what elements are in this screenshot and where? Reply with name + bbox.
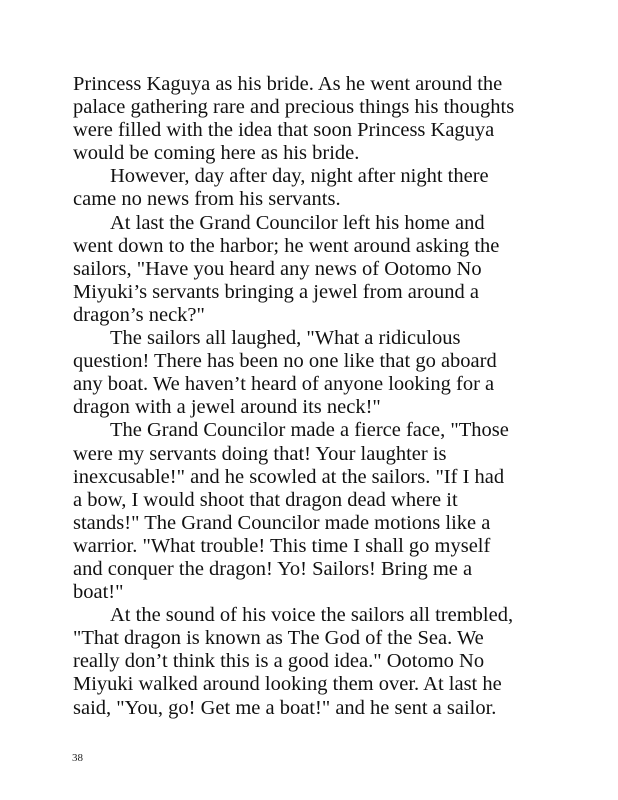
text-line: were my servants doing that! Your laughter is [73,442,447,465]
paragraph-first-line: However, day after day, night after night there [110,165,489,188]
text-line: said, "You, go! Get me a boat!" and he sent a sailor. [73,696,497,719]
text-line: Miyuki’s servants bringing a jewel from around a [73,280,479,303]
text-line: palace gathering rare and precious things his thoughts [73,96,515,119]
text-line: dragon with a jewel around its neck!" [73,396,381,419]
page-body-text [73,73,513,720]
paragraph-first-line: The Grand Councilor made a fierce face, "Those [110,419,509,442]
text-line: came no news from his servants. [73,188,341,211]
text-line: "That dragon is known as The God of the Sea. We [73,627,484,650]
text-line: Princess Kaguya as his bride. As he went around the [73,73,503,95]
text-line: any boat. We haven’t heard of anyone looking for a [73,373,495,396]
text-line: inexcusable!" and he scowled at the sailors. "If I had [73,465,505,488]
text-line: would be coming here as his bride. [73,142,360,165]
text-line: a bow, I would shoot that dragon dead where it [73,488,458,511]
text-line: boat!" [73,581,124,604]
paragraph-first-line: The sailors all laughed, "What a ridiculous [110,327,461,350]
text-line: and conquer the dragon! Yo! Sailors! Bring me a [73,557,473,580]
text-line: stands!" The Grand Councilor made motions like a [73,511,491,534]
paragraph-first-line: At the sound of his voice the sailors all trembled, [110,604,514,627]
text-line: were filled with the idea that soon Princess Kaguya [73,119,495,142]
text-line: Miyuki walked around looking them over. At last he [73,673,502,696]
text-line: went down to the harbor; he went around asking the [73,234,500,257]
page-number: 38 [72,752,83,764]
text-line: really don’t think this is a good idea." Ootomo No [73,650,485,673]
text-line: sailors, "Have you heard any news of Ootomo No [73,257,482,280]
text-line: warrior. "What trouble! This time I shall go myself [73,534,491,557]
paragraph-first-line: At last the Grand Councilor left his home and [110,211,485,234]
text-line: question! There has been no one like that go aboard [73,350,497,373]
text-line: dragon’s neck?" [73,303,205,326]
